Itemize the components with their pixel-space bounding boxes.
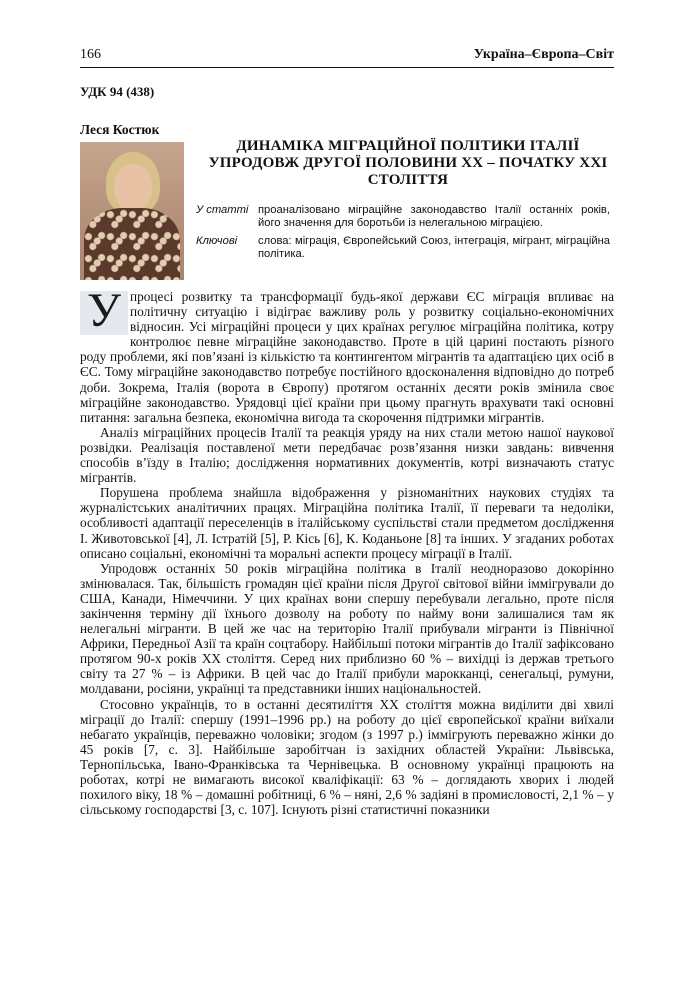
keywords-text: слова: міграція, Європейський Союз, інтеграція, мігрант, міграційна політика. bbox=[258, 234, 610, 261]
journal-title: Україна–Європа–Світ bbox=[473, 47, 614, 62]
paragraph-1 bbox=[80, 284, 614, 425]
paragraph-3: Порушена проблема знайшла відображення у різноманітних наукових студіях та журналістських аналітичних працях. Міграційна політика Італії, її переваги та недоліки, особливості адаптації переселенців в італійському суспільстві стали предметом дослідження І. Животовської [4], Л. Істратій [5], Р. Кісь [6], К. Коданьоне [8] та інших. У згаданих роботах описано соціальні, економічні та моральні аспекти процесу міграції в Італії. bbox=[80, 485, 614, 561]
paragraph-4: Упродовж останніх 50 років міграційна політика в Італії неодноразово докорінно змінювалася. Так, більшість громадян цієї країни після Другої світової війни іммігрували до США, Канади, Німеччини. У цих країнах вони спершу перебували легально, проте після закінчення терміну дії їхнього дозволу на роботу по найму вони залишалися там як нелегальні мігранти. В цей же час на територію Італії прибували мігранти із Північної Африки, Передньої Азії та країн соцтабору. Найбільші потоки мігрантів до Італії зафіксовано протягом 90-х років ХХ століття. Серед них приблизно 60 % – вихідці із держав третього світу та 27 % – із Африки. В цей час до Італії прибули марокканці, сенегальці, румуни, молдавани, росіяни, українці та представники інших національностей. bbox=[80, 560, 614, 697]
abstract-row bbox=[196, 204, 610, 231]
abstract-block bbox=[196, 204, 610, 266]
abstract-text: проаналізовано міграційне законодавство Італії останніх років, його значення для боротьби із нелегальною міграцією. bbox=[258, 204, 610, 230]
header-rule bbox=[80, 67, 614, 68]
running-header bbox=[80, 47, 614, 67]
abstract-label: У статті bbox=[196, 204, 249, 216]
drop-cap: У bbox=[80, 291, 128, 335]
paragraph-2: Аналіз міграційних процесів Італії та реакція уряду на них стали метою нашої наукової розвідки. Реалізація поставленої мети передбачає розв’язання низки завдань: вивчення способів в’їзду в Італію; дослідження нормативних документів, котрі визначають статус мігрантів. bbox=[80, 424, 614, 486]
author-photo bbox=[80, 142, 184, 280]
photo-sweater bbox=[84, 208, 180, 280]
photo-face bbox=[114, 164, 152, 212]
paragraph-1-text: процесі розвитку та трансформації будь-якої держави ЄС міграція впливає на політичну ситуацію і відіграє важливу роль у розвитку соціально-економічних відносин. Усі міграційні процеси у цих країнах регулює міграційна політика, котру контролює певне міграційне законодавство. Проте в цій царині постають різного роду проблеми, які пов’язані із кількістю та контингентом мігрантів та адаптацією цих осіб в ЄС. Тому міграційне законодавство потребує постійного вдосконалення відповідно до потреб доби. Зокрема, Італія (ворота в Європу) протягом останніх десяти років змінила своє міграційне законодавство. Урядовці цієї країни при цьому прагнуть врахувати такі основні питання: загальна безпека, економічна вигода та скорочення підтримки мігрантів. bbox=[80, 289, 614, 425]
keywords-label: Ключові bbox=[196, 234, 238, 247]
title-line-3: СТОЛІТТЯ bbox=[367, 172, 449, 188]
article-body bbox=[80, 284, 614, 818]
page-number: 166 bbox=[80, 47, 101, 62]
udk-code: УДК 94 (438) bbox=[80, 84, 155, 99]
article-title bbox=[196, 138, 620, 189]
paragraph-5: Стосовно українців, то в останні десятиліття ХХ століття можна виділити дві хвилі міграції до Італії: спершу (1991–1996 рр.) на роботу до цієї європейської країни виїхали небагато українців, переважно чоловіки; згодом (з 1997 р.) іммігрують переважно жінки до 45 років [7, с. 3]. Найбільше заробітчан із західних областей України: Львівська, Тернопільська, Івано-Франківська та Чернівецька. В основному українці працюють на роботах, котрі не вимагають високої кваліфікації: 63 % – доглядають хворих і людей похилого віку, 18 % – домашні робітниці, 6 % – няні, 2,6 % задіяні в промисловості, 2,1 % – у сільському господарстві [3, с. 107]. Існують різні статистичні показники bbox=[80, 696, 614, 818]
keywords-row bbox=[196, 235, 610, 262]
title-line-1: ДИНАМІКА МІГРАЦІЙНОЇ ПОЛІТИКИ ІТАЛІЇ bbox=[236, 138, 580, 154]
author-name: Леся Костюк bbox=[80, 122, 160, 137]
title-line-2: УПРОДОВЖ ДРУГОЇ ПОЛОВИНИ ХХ – ПОЧАТКУ ХХІ bbox=[208, 155, 608, 171]
